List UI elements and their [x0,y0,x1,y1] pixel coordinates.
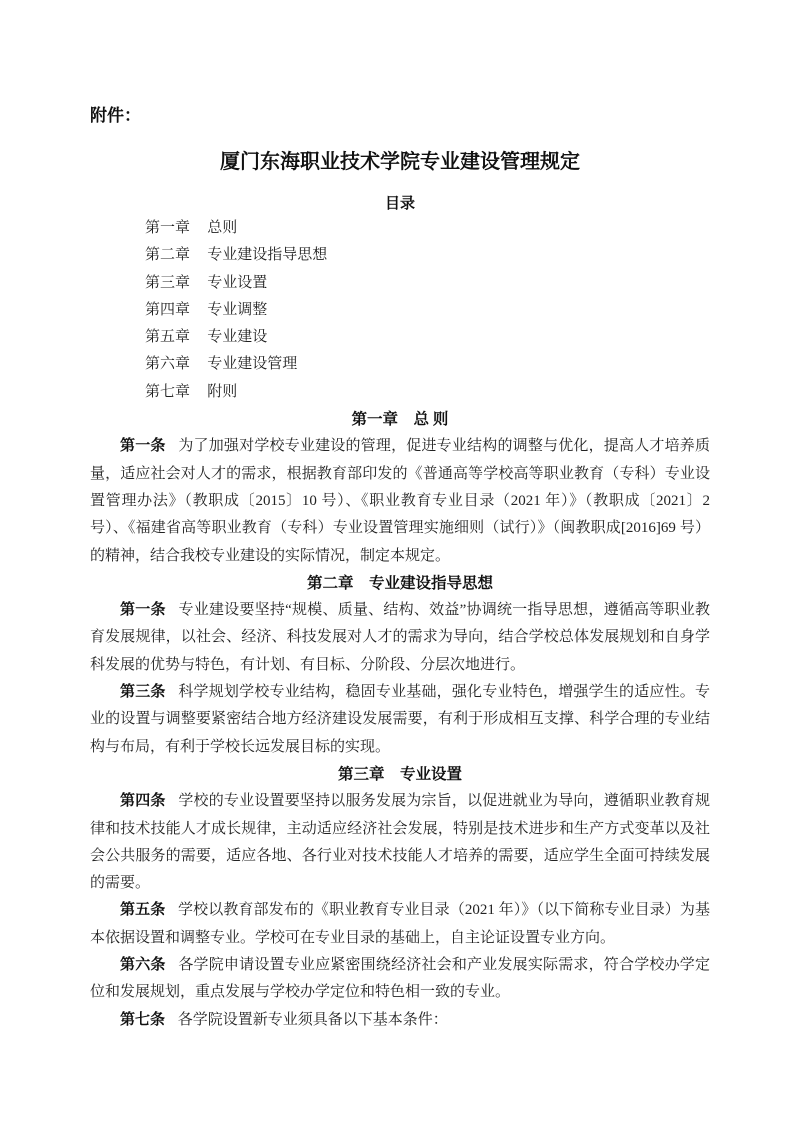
toc-chapter-title: 专业建设管理 [207,356,298,373]
article-paragraph [90,597,710,679]
article-text: 学校以教育部发布的《职业教育专业目录（2021 年）》（以下简称专业目录）为基本依据设置和调整专业。学校可在专业目录的基础上，自主论证设置专业方向。 [90,902,710,946]
article-paragraph [90,1007,710,1034]
article-text: 为了加强对学校专业建设的管理，促进专业结构的调整与优化，提高人才培养质量，适应社会对人才的需求，根据教育部印发的《普通高等学校高等职业教育（专科）专业设置管理办法》（教职成〔2015〕10 号）、《职业教育专业目录（2021 年）》（教职成〔2021〕2 号）、《福建省高等职业教育（专科）专业设置管理实施细则（试行）》（闽教职成[2016]69 号）的精神，结合我校专业建设的实际情况，制定本规定。 [90,438,710,564]
article-text: 专业建设要坚持“规模、质量、结构、效益”协调统一指导思想，遵循高等职业教育发展规律，以社会、经济、科技发展对人才的需求为导向，结合学校总体发展规划和自身学科发展的优势与特色，有计划、有目标、分阶段、分层次地进行。 [90,602,710,673]
article-paragraph [90,679,710,761]
toc-chapter-number: 第四章 [145,301,191,318]
toc-chapter-title: 专业设置 [207,274,268,291]
article-text: 学校的专业设置要坚持以服务发展为宗旨，以促进就业为导向，遵循职业教育规律和技术技能人才成长规律，主动适应经济社会发展，特别是技术进步和生产方式变革以及社会公共服务的需要，适应各地、各行业对技术技能人才培养的需要，适应学生全面可持续发展的需要。 [90,793,710,892]
chapter-3-heading: 第三章 专业设置 [337,765,462,783]
toc-chapter-title: 专业调整 [207,301,268,318]
article-label: 第四条 [120,793,166,810]
toc-chapter-number: 第七章 [145,383,191,400]
section-chapter-3 [90,761,710,1034]
document-title: 厦门东海职业技术学院专业建设管理规定 [220,151,580,173]
toc-item-chapter-3 [145,270,710,297]
toc-chapter-title: 专业建设指导思想 [207,247,328,264]
toc-item-chapter-7 [145,379,710,406]
article-paragraph [90,952,710,1007]
toc-chapter-number: 第二章 [145,247,191,264]
article-text: 各学院申请设置专业应紧密围绕经济社会和产业发展实际需求，符合学校办学定位和发展规划，重点发展与学校办学定位和特色相一致的专业。 [90,957,710,1001]
section-chapter-2 [90,570,710,761]
toc-chapter-number: 第三章 [145,274,191,291]
article-label: 第七条 [120,1011,166,1028]
toc-chapter-title: 专业建设 [207,329,268,346]
toc-chapter-number: 第六章 [145,356,191,373]
chapter-2-heading: 第二章 专业建设指导思想 [306,574,493,592]
toc-item-chapter-1 [145,215,710,242]
chapter-1-heading: 第一章 总 则 [351,411,449,429]
toc-heading: 目录 [384,196,415,212]
toc-item-chapter-6 [145,351,710,378]
toc-item-chapter-2 [145,242,710,269]
section-chapter-1 [90,406,710,570]
toc-chapter-number: 第五章 [145,329,191,346]
article-label: 第三条 [120,684,166,701]
article-text: 科学规划学校专业结构，稳固专业基础，强化专业特色，增强学生的适应性。专业的设置与调整要紧密结合地方经济建设发展需要，有利于形成相互支撑、科学合理的专业结构与布局，有利于学校长远发展目标的实现。 [90,684,710,755]
article-label: 第一条 [120,438,166,455]
toc-item-chapter-4 [145,297,710,324]
article-label: 第一条 [120,602,166,619]
toc-chapter-title: 附则 [207,383,238,400]
article-paragraph [90,788,710,897]
attachment-label: 附件： [90,106,141,125]
article-label: 第五条 [120,902,166,919]
article-text: 各学院设置新专业须具备以下基本条件： [177,1011,448,1028]
toc-chapter-title: 总则 [207,220,238,236]
article-paragraph [90,897,710,952]
toc-chapter-number: 第一章 [145,220,191,236]
toc-list [90,215,710,406]
article-paragraph [90,433,710,569]
toc-item-chapter-5 [145,324,710,351]
article-label: 第六条 [120,957,166,974]
